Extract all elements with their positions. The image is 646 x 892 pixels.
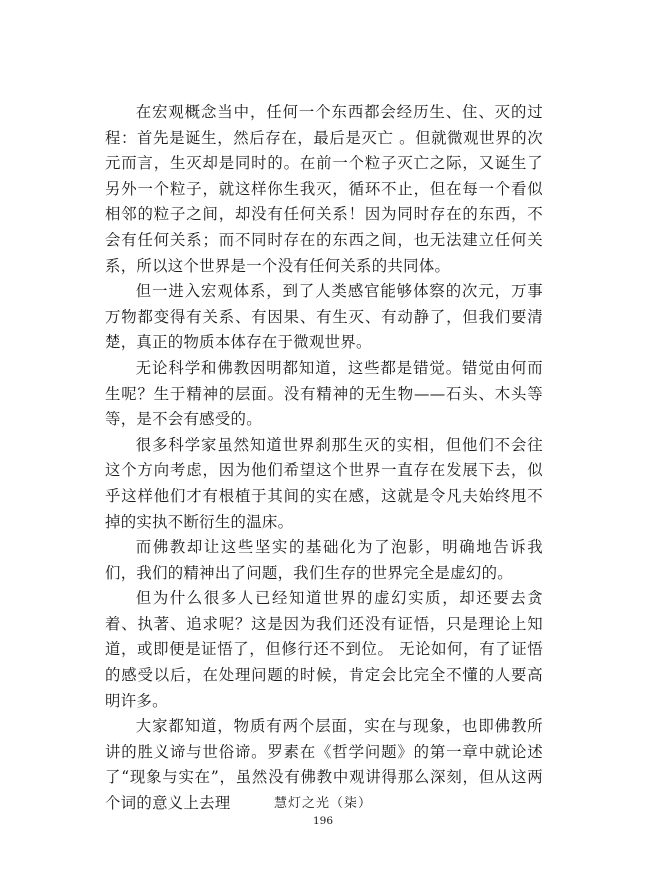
paragraph: 大家都知道，物质有两个层面，实在与现象，也即佛教所讲的胜义谛与世俗谛。罗素在《哲学问题》的第一章中就论述了“现象与实在”，虽然没有佛教中观讲得那么深刻，但从这两个词的意义上去理 xyxy=(105,717,543,813)
paragraph: 在宏观概念当中，任何一个东西都会经历生、住、灭的过程：首先是诞生，然后存在，最后是灭亡 。但就微观世界的次元而言，生灭却是同时的。在前一个粒子灭亡之际，又诞生了另外一个粒子，就这样你生我灭，循环不止，但在每一个看似相邻的粒子之间，却没有任何关系！因为同时存在的东西，不会有任何关系；而不同时存在的东西之间，也无法建立任何关系，所以这个世界是一个没有任何关系的共同体。 xyxy=(105,103,543,275)
footer-book-title: 慧灯之光（柒） xyxy=(273,796,372,811)
body-text xyxy=(105,100,543,817)
paragraph: 但为什么很多人已经知道世界的虚幻实质，却还要去贪着、执著、追求呢？这是因为我们还没有证悟，只是理论上知道，或即便是证悟了，但修行还不到位。 无论如何，有了证悟的感受以后，在处理问题的时候，肯定会比完全不懂的人要高明许多。 xyxy=(105,589,543,710)
paragraph: 无论科学和佛教因明都知道，这些都是错觉。错觉由何而生呢？生于精神的层面。没有精神的无生物——石头、木头等等，是不会有感受的。 xyxy=(105,358,543,429)
paragraph: 但一进入宏观体系，到了人类感官能够体察的次元，万事万物都变得有关系、有因果、有生灭、有动静了，但我们要清楚，真正的物质本体存在于微观世界。 xyxy=(105,282,543,352)
page-number: 196 xyxy=(312,815,334,827)
paragraph: 而佛教却让这些坚实的基础化为了泡影，明确地告诉我们，我们的精神出了问题，我们生存的世界完全是虚幻的。 xyxy=(105,538,543,582)
paragraph: 很多科学家虽然知道世界刹那生灭的实相，但他们不会往这个方向考虑，因为他们希望这个世界一直存在发展下去，似乎这样他们才有根植于其间的实在感，这就是令凡夫始终甩不掉的实执不断衍生的温床。 xyxy=(105,435,543,531)
